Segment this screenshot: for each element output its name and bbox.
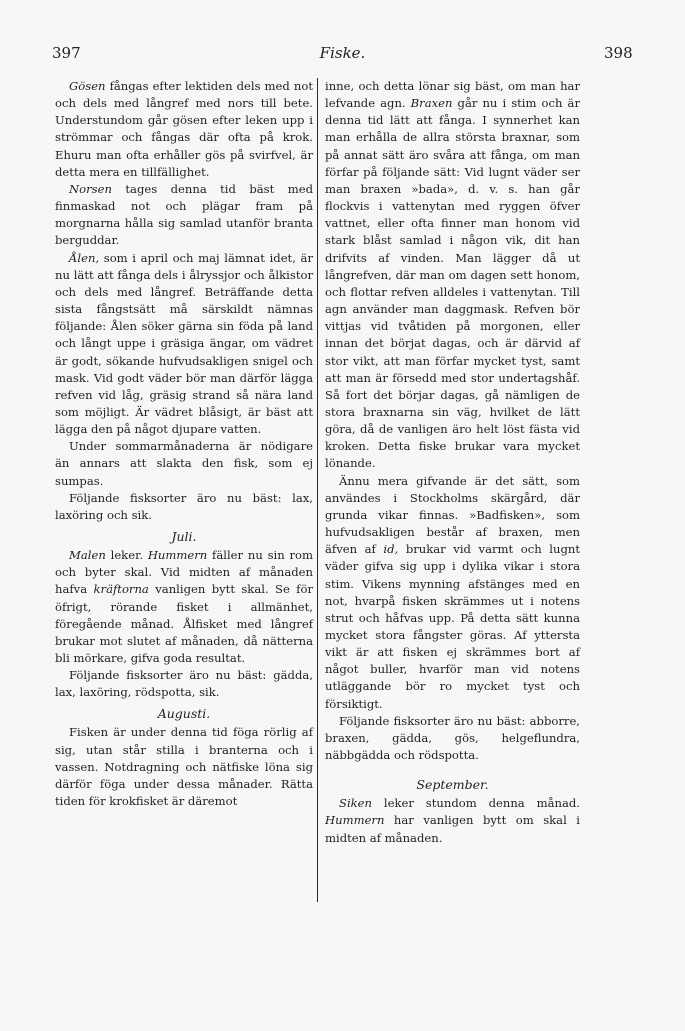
running-title: Fiske. bbox=[319, 44, 366, 62]
fish-name: Siken bbox=[339, 796, 373, 811]
paragraph: Gösen fångas efter lektiden dels med not och dels med långref med nors till bete. Understundom går gösen efter leken upp i strömmar och fångas där ofta på krok. Ehuru man ofta erhåller gös på svirfvel, är detta mera en tillfällighet. bbox=[55, 79, 313, 179]
fish-name: Hummern bbox=[325, 813, 385, 828]
paragraph: Följande fisksorter äro nu bäst: lax, laxöring och sik. bbox=[55, 490, 313, 522]
column-divider bbox=[317, 78, 318, 902]
section-heading-september: September. bbox=[416, 777, 489, 793]
paragraph: Fisken är under denna tid föga rörlig af sig, utan står stilla i branterna och i vassen. Notdragning och nätfiske löna sig därför föga under dessa månader. Rätta tiden för krokfisket är däremot bbox=[55, 725, 313, 809]
fish-name: Hummern bbox=[147, 548, 208, 563]
right-column bbox=[325, 78, 580, 847]
fish-name: Ålen, bbox=[69, 250, 100, 265]
paragraph: Följande fisksorter äro nu bäst: abborre, braxen, gädda, gös, helgeflundra, näbbgädda och rödspotta. bbox=[325, 713, 580, 763]
paragraph: Följande fisksorter äro nu bäst: gädda, lax, laxöring, rödspotta, sik. bbox=[55, 668, 313, 700]
page-number-right: 398 bbox=[604, 44, 633, 62]
paragraph: Norsen tages denna tid bäst med finmaskad not och plägar fram på morgnarna hålla sig samlad utanför branta berguddar. bbox=[55, 181, 313, 248]
fish-name: Malen bbox=[69, 548, 106, 563]
paragraph: inne, och detta lönar sig bäst, om man har lefvande agn. Braxen går nu i stim och är denna tid lätt att fånga. I synnerhet kan man erhålla de allra största braxnar, som på annat sätt äro svåra att fånga, om man förfar på följande sätt: Vid lugnt väder ser man braxen »bada», d. v. s. han går flockvis i vattenytan med ryggen öfver vattnet, eller ofta finner man honom vid stark blåst samlad i någon vik, dit han drifvits af vinden. Man lägger då ut långrefven, där man om dagen sett honom, och flottar refven alldeles i vattenytan. Till agn använder man daggmask. Refven bör vittjas vid tvåtiden på morgonen, eller innan det börjat dagas, och är därvid af stor vikt, att man förfar mycket tyst, samt att man är försedd med stor undertagshåf. Så fort det börjar dagas, gå nämligen de stora braxnarna sin väg, hvilket de lätt göra, då de vanligen äro helt löst fästa vid kroken. Detta fiske brukar vara mycket lönande. bbox=[325, 79, 580, 471]
fish-name: id, bbox=[383, 542, 399, 557]
paragraph: Malen leker. Hummern fäller nu sin rom och byter skal. Vid midten af månaden hafva kräftorna vanligen bytt skal. Se för öfrigt, rörande fisket i allmänhet, föregående månad. Ålfisket med långref brukar mot slutet af månaden, då nätterna bli mörkare, gifva goda resultat. bbox=[55, 548, 313, 665]
left-column bbox=[55, 78, 313, 810]
page-number-left: 397 bbox=[52, 44, 81, 62]
page-header bbox=[0, 44, 685, 64]
paragraph: Ännu mera gifvande är det sätt, som användes i Stockholms skärgård, där grunda vikar finnas. »Badfisken», som hufvudsakligen består af braxen, men äfven af id, brukar vid varmt och lugnt väder gifva sig upp i dylika vikar i stora stim. Vikens mynning afstänges med en not, hvarpå fisken skrämmes ut i notens strut och håfvas upp. På detta sätt kunna mycket stora fångster göras. Af yttersta vikt är att fisken ej skrämmes bort af något buller, hvarför man vid notens utläggande bör ro mycket tyst och försiktigt. bbox=[325, 473, 580, 711]
fish-name: Gösen bbox=[69, 79, 106, 93]
fish-name: kräftorna bbox=[93, 582, 149, 597]
fish-name: Norsen bbox=[69, 181, 112, 196]
section-heading-juli: Juli. bbox=[171, 529, 197, 545]
paragraph: Under sommarmånaderna är nödigare än annars att slakta den fisk, som ej sumpas. bbox=[55, 439, 313, 488]
paragraph: Siken leker stundom denna månad. Hummern har vanligen bytt om skal i midten af månaden. bbox=[325, 796, 580, 845]
section-heading-augusti: Augusti. bbox=[157, 706, 211, 722]
fish-name: Braxen bbox=[410, 96, 453, 111]
paragraph: Ålen, som i april och maj lämnat idet, är nu lätt att fånga dels i ålryssjor och ålkistor och dels med långref. Beträffande detta sista fångstsätt må särskildt nämnas följande: Ålen söker gärna sin föda på land och långt uppe i gräsiga ängar, om vädret är godt, sökande hufvudsakligen snigel och mask. Vid godt väder bör man därför lägga refven vid låg, gräsig strand så nära land som möjligt. Är vädret blåsigt, är bäst att lägga den på något djupare vatten. bbox=[55, 250, 313, 437]
